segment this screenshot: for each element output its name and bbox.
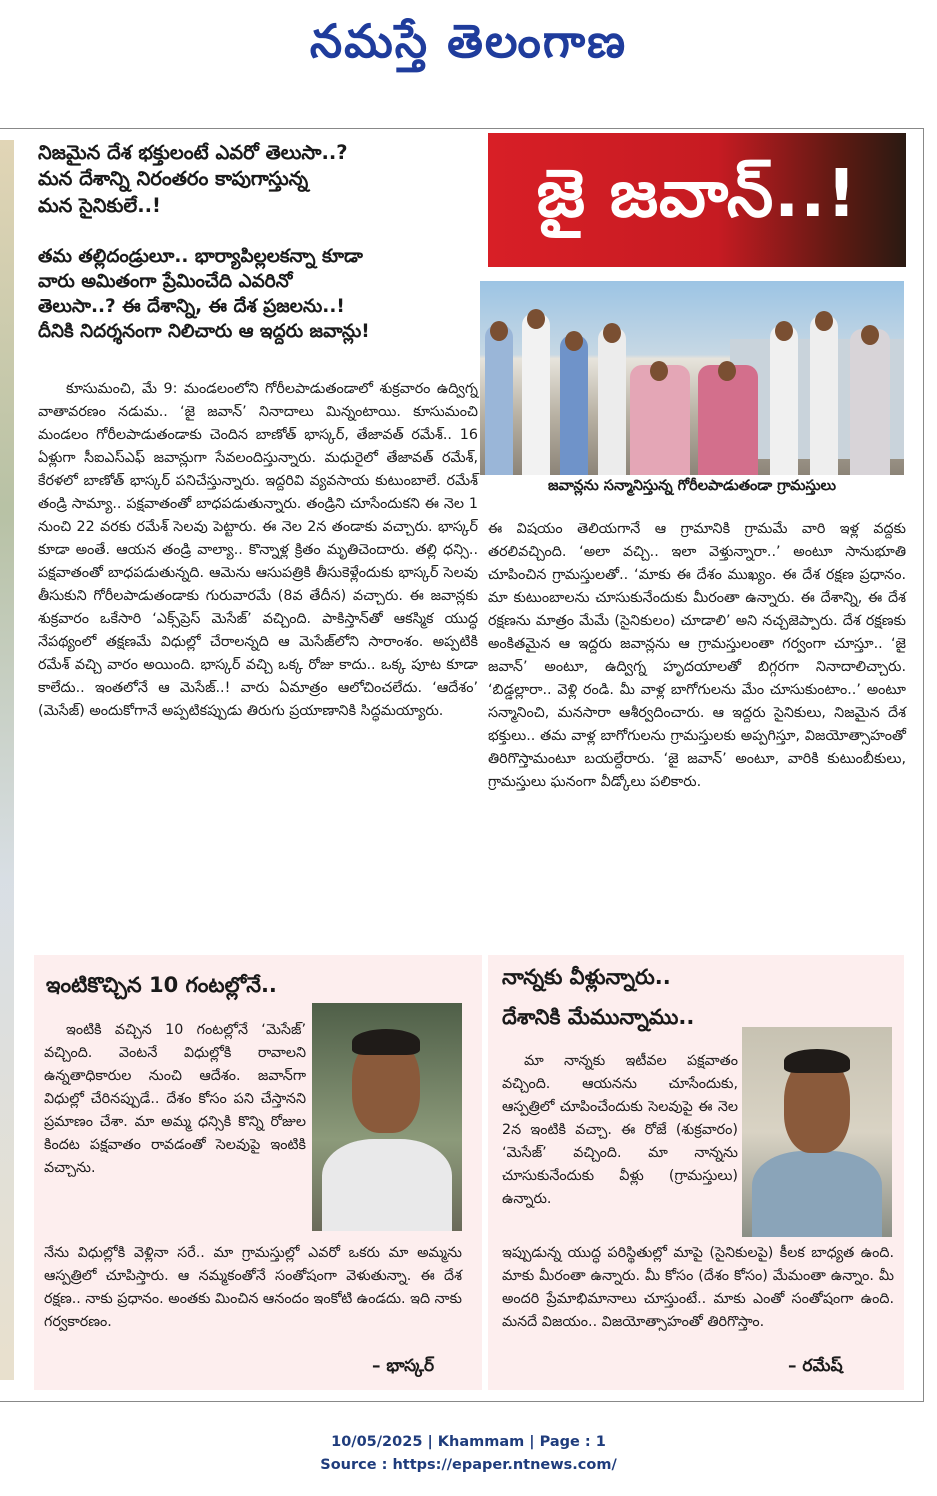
banner-title: జై జవాన్..! — [536, 155, 858, 232]
portrait-shirt — [322, 1139, 452, 1231]
lead-heading-line: మన సైనికులే..! — [38, 193, 161, 217]
photo-person-head — [718, 361, 736, 381]
portrait-hair — [784, 1049, 850, 1073]
adjacent-page-strip — [0, 140, 14, 1380]
photo-person-head — [527, 309, 545, 329]
photo-person-head — [775, 321, 793, 341]
photo-person-head — [490, 321, 508, 341]
photo-person — [770, 325, 798, 475]
quote-box-bhaskar — [34, 955, 482, 1390]
photo-caption: జవాన్లను సన్మానిస్తున్న గోరీలపాడుతండా గ్రామస్తులు — [548, 478, 836, 494]
photo-person-head — [815, 311, 833, 331]
portrait-shirt — [752, 1151, 882, 1237]
group-photo — [480, 281, 904, 475]
photo-person-head — [603, 323, 621, 343]
footer-source-link[interactable]: Source : https://epaper.ntnews.com/ — [320, 1457, 617, 1473]
lead-heading-line: తమ తల్లిదండ్రులూ.. భార్యాపిల్లలకన్నా కూడా — [38, 246, 363, 267]
article-body-right: ఈ విషయం తెలియగానే ఆ గ్రామానికి గ్రామమే వారి ఇళ్ల వద్దకు తరలివచ్చింది. ‘అలా వచ్చి.. ఇలా వెళ్తున్నారా..’ అంటూ సానుభూతి చూపించిన గ్రామస్తులతో.. ‘మాకు ఈ దేశం ముఖ్యం. ఈ దేశ రక్షణ ప్రధానం. మా కుటుంబాలను చూసుకునేందుకు మీరంతా ఉన్నారు. ఈ దేశాన్ని, ఈ దేశ రక్షణను మాత్రం మేమే (సైనికులం) చూడాలి’ అని నచ్చజెప్పారు. దేశ రక్షణకు అంకితమైన ఆ ఇద్దరు జవాన్లను ఆ గ్రామస్తులంతా గర్వంగా చూస్తూ.. ‘జై జవాన్’ అంటూ, ఉద్విగ్న హృదయాలతో బిగ్గరగా నినాదాలిచ్చారు. ‘బిడ్డల్లారా.. వెళ్లి రండి. మీ వాళ్ల బాగోగులను మేం చూసుకుంటాం..’ అంటూ సన్మానించి, మనసారా ఆశీర్వదించారు. ఆ ఇద్దరు సైనికులు, నిజమైన దేశ భక్తులు.. తమ వాళ్ల బాగోగులను గ్రామస్తులకు అప్పగిస్తూ, విజయోత్సాహంతో తిరిగొస్తామంటూ బయల్దేరారు. ‘జై జవాన్’ అంటూ, వారికి కుటుంబీకులు, గ్రామస్తులు ఘనంగా వీడ్కోలు పలికారు. — [488, 521, 906, 790]
quote-box-body-top: మా నాన్నకు ఇటీవల పక్షవాతం వచ్చింది. ఆయనను చూసేందుకు, ఆస్పత్రిలో చూపించేందుకు సెలవుపై ఈ నెల 2న ఇంటికి వచ్చా. ఈ రోజే (శుక్రవారం) ‘మెసేజ్’ వచ్చింది. మా నాన్నను చూసుకునేందుకు వీళ్లు (గ్రామస్తులు) ఉన్నారు. — [502, 1053, 738, 1207]
quote-box-title: నాన్నకు వీళ్లున్నారు.. — [502, 965, 671, 989]
portrait-hair — [352, 1029, 420, 1055]
photo-person — [698, 365, 758, 475]
quote-box-title: దేశానికి మేమున్నాము.. — [502, 1005, 695, 1029]
masthead-logo: నమస్తే తెలంగాణ — [309, 14, 628, 68]
article-body-left: కూసుమంచి, మే 9: మండలంలోని గోరీలపాడుతండాలో శుక్రవారం ఉద్విగ్న వాతావరణం నడుమ.. ‘జై జవాన్’ నినాదాలు మిన్నంటాయి. కూసుమంచి మండలం గోరీలపాడుతండాకు చెందిన బాణోత్ భాస్కర్, తేజావత్ రమేశ్.. 16 ఏళ్లుగా సీఐఎస్ఎఫ్ జవాన్లుగా సేవలందిస్తున్నారు. మధురైలో తేజావత్ రమేశ్, కేరళలో బాణోత్ భాస్కర్ పనిచేస్తున్నారు. ఇద్దరివి వ్యవసాయ కుటుంబాలే. రమేశ్ తండ్రి సామ్యా.. పక్షవాతంతో బాధపడుతున్నారు. తండ్రిని చూసేందుకని ఈ నెల 1 నుంచి 22 వరకు రమేశ్ సెలవు పెట్టారు. ఈ నెల 2న తండాకు వచ్చారు. భాస్కర్ కూడా అంతే. ఆయన తండ్రి వాల్యా.. కొన్నాళ్ల క్రితం మృతిచెందారు. తల్లి ధన్సి.. పక్షవాతంతో బాధపడుతున్నది. ఆమెను ఆసుపత్రికి తీసుకెళ్లేందుకు భాస్కర్ సెలవు తీసుకుని గోరీలపాడుతండాకు గురువారమే (8వ తేదీన) వచ్చారు. ఈ జవాన్లకు శుక్రవారం ఒకేసారి ‘ఎక్స్‌ప్రెస్ మెసేజ్’ వచ్చింది. పాకిస్తాన్‌తో ఆకస్మిక యుద్ధ నేపథ్యంలో తక్షణమే విధుల్లో చేరాలన్నది ఆ మెసేజ్‌లోని సారాంశం. అప్పటికి రమేశ్ వచ్చి వారం అయింది. భాస్కర్ వచ్చి ఒక్క రోజు కాదు.. ఒక్క పూట కూడా కాలేదు.. ఇంతలోనే ఆ మెసేజ్..! వారు ఏమాత్రం ఆలోచించలేదు. ‘ఆదేశం’ (మెసేజ్) అందుకోగానే అప్పటికప్పుడు తిరుగు ప్రయాణానికి సిద్ధమయ్యారు. — [38, 381, 478, 719]
quote-box-body-top: ఇంటికి వచ్చిన 10 గంటల్లోనే ‘మెసేజ్’ వచ్చింది. వెంటనే విధుల్లోకి రావాలని ఉన్నతాధికారుల నుంచి ఆదేశం. జవాన్‌గా విధుల్లో చేరినప్పుడే.. దేశం కోసం పని చేస్తానని ప్రమాణం చేశా. మా అమ్మ ధన్సికి కొన్ని రోజుల కిందట పక్షవాతం రావడంతో సెలవుపై ఇంటికి వచ్చాను. — [44, 1022, 306, 1176]
photo-person — [810, 315, 838, 475]
portrait-ramesh — [742, 1027, 892, 1237]
footer-edition-info: 10/05/2025 | Khammam | Page : 1 — [331, 1434, 606, 1450]
photo-person — [850, 329, 890, 475]
photo-person-head — [861, 325, 879, 345]
photo-person — [560, 335, 588, 475]
lead-heading-line: మన దేశాన్ని నిరంతరం కాపుగాస్తున్న — [38, 167, 309, 191]
quote-box-body-bottom: ఇప్పుడున్న యుద్ధ పరిస్థితుల్లో మాపై (సైనికులపై) కీలక బాధ్యత ఉంది. మాకు మీరంతా ఉన్నారు. మీ కోసం (దేశం కోసం) మేమంతా ఉన్నాం. మీ అందరి ప్రేమాభిమానాలు చూస్తుంటే.. మాకు ఎంతో సంతోషంగా ఉంది. మనదే విజయం.. విజయోత్సాహంతో తిరిగొస్తాం. — [502, 1245, 894, 1330]
lead-heading-primary — [38, 140, 478, 219]
quote-box-body-bottom: నేను విధుల్లోకి వెళ్లినా సరే.. మా గ్రామస్తుల్లో ఎవరో ఒకరు మా అమ్మను ఆస్పత్రిలో చూపిస్తారు. ఆ నమ్మకంతోనే సంతోషంగా వెళుతున్నా. ఈ దేశ రక్షణ.. నాకు ప్రధానం. అంతకు మించిన ఆనందం ఇంకోటి ఉండదు. ఇది నాకు గర్వకారణం. — [44, 1245, 462, 1330]
lead-heading-line: వారు అమితంగా ప్రేమించేది ఎవరినో — [38, 270, 293, 292]
quote-signature: – రమేష్ — [788, 1356, 843, 1376]
portrait-bhaskar — [312, 1003, 462, 1231]
banner-headline-box — [488, 133, 906, 267]
quote-box-ramesh — [488, 955, 904, 1390]
lead-heading-line: తెలుసా..? ఈ దేశాన్ని, ఈ దేశ ప్రజలను..! — [38, 295, 345, 317]
photo-person — [522, 313, 550, 475]
photo-person-head — [650, 361, 668, 381]
photo-person-head — [565, 331, 583, 351]
lead-heading-secondary — [38, 245, 478, 345]
quote-box-title: ఇంటికొచ్చిన 10 గంటల్లోనే.. — [46, 973, 277, 997]
lead-heading-line: దీనికి నిదర్శనంగా నిలిచారు ఆ ఇద్దరు జవాన్లు! — [38, 320, 370, 342]
photo-person — [485, 325, 513, 475]
photo-person — [630, 365, 690, 475]
quote-signature: – భాస్కర్ — [372, 1356, 435, 1376]
lead-heading-line: నిజమైన దేశ భక్తులంటే ఎవరో తెలుసా..? — [38, 141, 348, 164]
photo-person — [598, 327, 626, 475]
